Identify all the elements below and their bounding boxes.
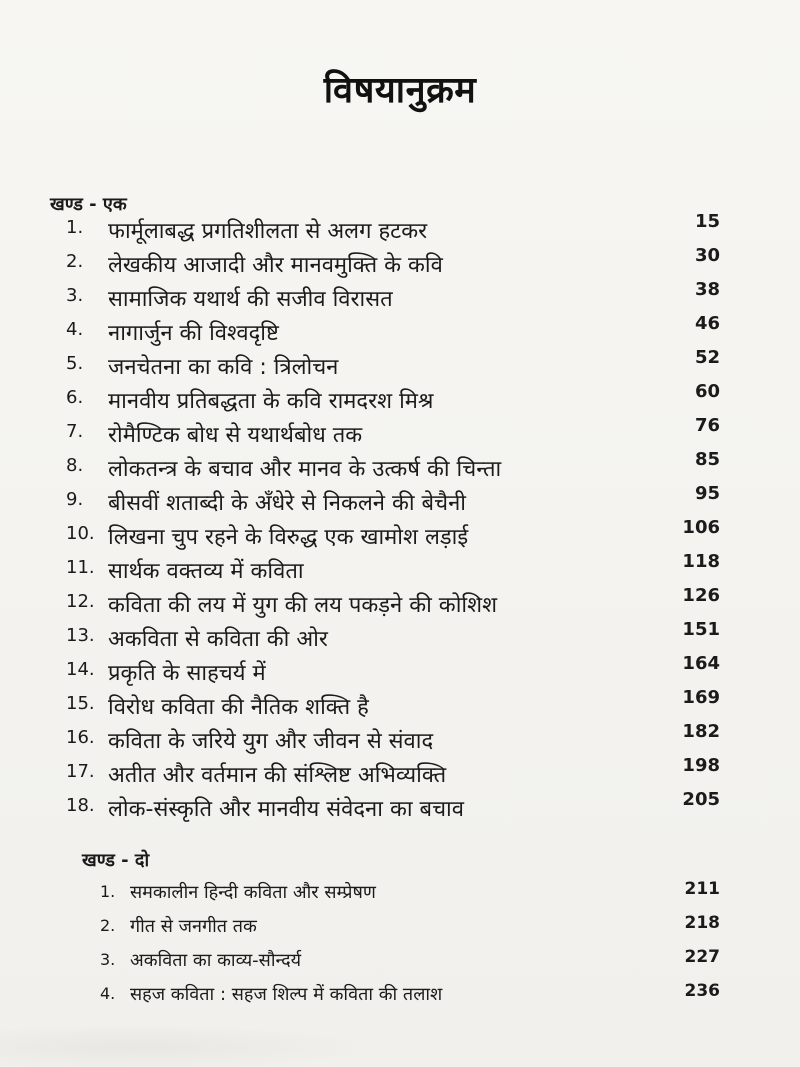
toc-item: [100, 981, 720, 1011]
item-number: 3.: [66, 285, 84, 306]
item-page: 106: [682, 517, 720, 538]
item-page: 52: [694, 347, 720, 368]
toc-item: [66, 279, 720, 313]
item-title: सामाजिक यथार्थ की सजीव विरासत: [108, 287, 393, 312]
item-page: 182: [682, 721, 720, 742]
toc-item: [66, 211, 720, 245]
item-page: 76: [694, 415, 720, 436]
toc-item: [66, 551, 720, 585]
item-page: 218: [684, 913, 720, 933]
item-page: 126: [682, 585, 720, 606]
item-number: 11.: [66, 557, 95, 578]
item-number: 8.: [66, 455, 84, 476]
item-number: 4.: [66, 319, 84, 340]
toc-item: [66, 313, 720, 347]
item-page: 60: [694, 381, 720, 402]
section-heading: खण्ड - दो: [82, 850, 150, 871]
toc-item: [66, 415, 720, 449]
item-page: 227: [684, 947, 720, 967]
toc-item: [66, 721, 720, 755]
item-page: 85: [694, 449, 720, 470]
item-title: लोक-संस्कृति और मानवीय संवेदना का बचाव: [108, 797, 464, 822]
toc-item: [66, 245, 720, 279]
toc-item: [66, 585, 720, 619]
toc-list-section-1: [66, 211, 720, 825]
item-number: 1.: [66, 217, 84, 238]
toc-item: [100, 947, 720, 977]
item-title: अकविता से कविता की ओर: [108, 627, 328, 652]
item-number: 7.: [66, 421, 84, 442]
item-page: 30: [694, 245, 720, 266]
item-title: गीत से जनगीत तक: [130, 916, 257, 937]
toc-item: [100, 913, 720, 943]
item-number: 16.: [66, 727, 95, 748]
item-title: कविता की लय में युग की लय पकड़ने की कोशिश: [108, 593, 498, 618]
toc-item: [66, 483, 720, 517]
item-title: रोमैण्टिक बोध से यथार्थबोध तक: [108, 423, 363, 448]
toc-item: [66, 449, 720, 483]
item-title: बीसवीं शताब्दी के अँधेरे से निकलने की बेचैनी: [108, 491, 466, 516]
item-page: 169: [682, 687, 720, 708]
item-title: समकालीन हिन्दी कविता और सम्प्रेषण: [130, 882, 376, 903]
item-number: 5.: [66, 353, 84, 374]
item-number: 6.: [66, 387, 84, 408]
item-page: 164: [682, 653, 720, 674]
section-heading: खण्ड - एक: [50, 194, 127, 215]
item-title: विरोध कविता की नैतिक शक्ति है: [108, 695, 369, 720]
item-number: 15.: [66, 693, 95, 714]
item-number: 17.: [66, 761, 95, 782]
item-page: 118: [682, 551, 720, 572]
item-page: 236: [684, 981, 720, 1001]
item-title: जनचेतना का कवि : त्रिलोचन: [108, 355, 339, 380]
page-title: विषयानुक्रम: [323, 70, 477, 111]
item-page: 198: [682, 755, 720, 776]
item-title: सहज कविता : सहज शिल्प में कविता की तलाश: [130, 984, 443, 1005]
item-number: 1.: [100, 882, 116, 901]
toc-item: [66, 381, 720, 415]
item-page: 151: [682, 619, 720, 640]
item-number: 14.: [66, 659, 95, 680]
item-title: अकविता का काव्य-सौन्दर्य: [130, 950, 302, 971]
item-title: लिखना चुप रहने के विरुद्ध एक खामोश लड़ाई: [108, 525, 469, 550]
item-title: कविता के जरिये युग और जीवन से संवाद: [108, 729, 434, 754]
toc-item: [100, 879, 720, 909]
item-title: लोकतन्त्र के बचाव और मानव के उत्कर्ष की चिन्ता: [108, 457, 502, 482]
item-number: 10.: [66, 523, 95, 544]
item-title: अतीत और वर्तमान की संश्लिष्ट अभिव्यक्ति: [108, 763, 447, 788]
item-number: 2.: [66, 251, 84, 272]
item-title: फार्मूलाबद्ध प्रगतिशीलता से अलग हटकर: [108, 219, 428, 244]
item-number: 4.: [100, 984, 116, 1003]
paper-smudge: [0, 1023, 380, 1067]
toc-item: [66, 347, 720, 381]
item-title: नागार्जुन की विश्वदृष्टि: [108, 321, 279, 346]
item-page: 38: [694, 279, 720, 300]
item-page: 15: [694, 211, 720, 232]
item-number: 3.: [100, 950, 116, 969]
item-page: 46: [694, 313, 720, 334]
item-title: मानवीय प्रतिबद्धता के कवि रामदरश मिश्र: [108, 389, 434, 414]
toc-item: [66, 619, 720, 653]
toc-item: [66, 687, 720, 721]
toc-item: [66, 755, 720, 789]
item-page: 205: [682, 789, 720, 810]
toc-list-section-2: [100, 879, 720, 1019]
item-page: 95: [694, 483, 720, 504]
item-title: प्रकृति के साहचर्य में: [108, 661, 266, 686]
item-number: 18.: [66, 795, 95, 816]
item-number: 2.: [100, 916, 116, 935]
item-number: 9.: [66, 489, 84, 510]
item-title: लेखकीय आजादी और मानवमुक्ति के कवि: [108, 253, 443, 278]
toc-item: [66, 653, 720, 687]
item-number: 13.: [66, 625, 95, 646]
item-title: सार्थक वक्तव्य में कविता: [108, 559, 304, 584]
item-number: 12.: [66, 591, 95, 612]
item-page: 211: [684, 879, 720, 899]
toc-item: [66, 517, 720, 551]
toc-item: [66, 789, 720, 823]
